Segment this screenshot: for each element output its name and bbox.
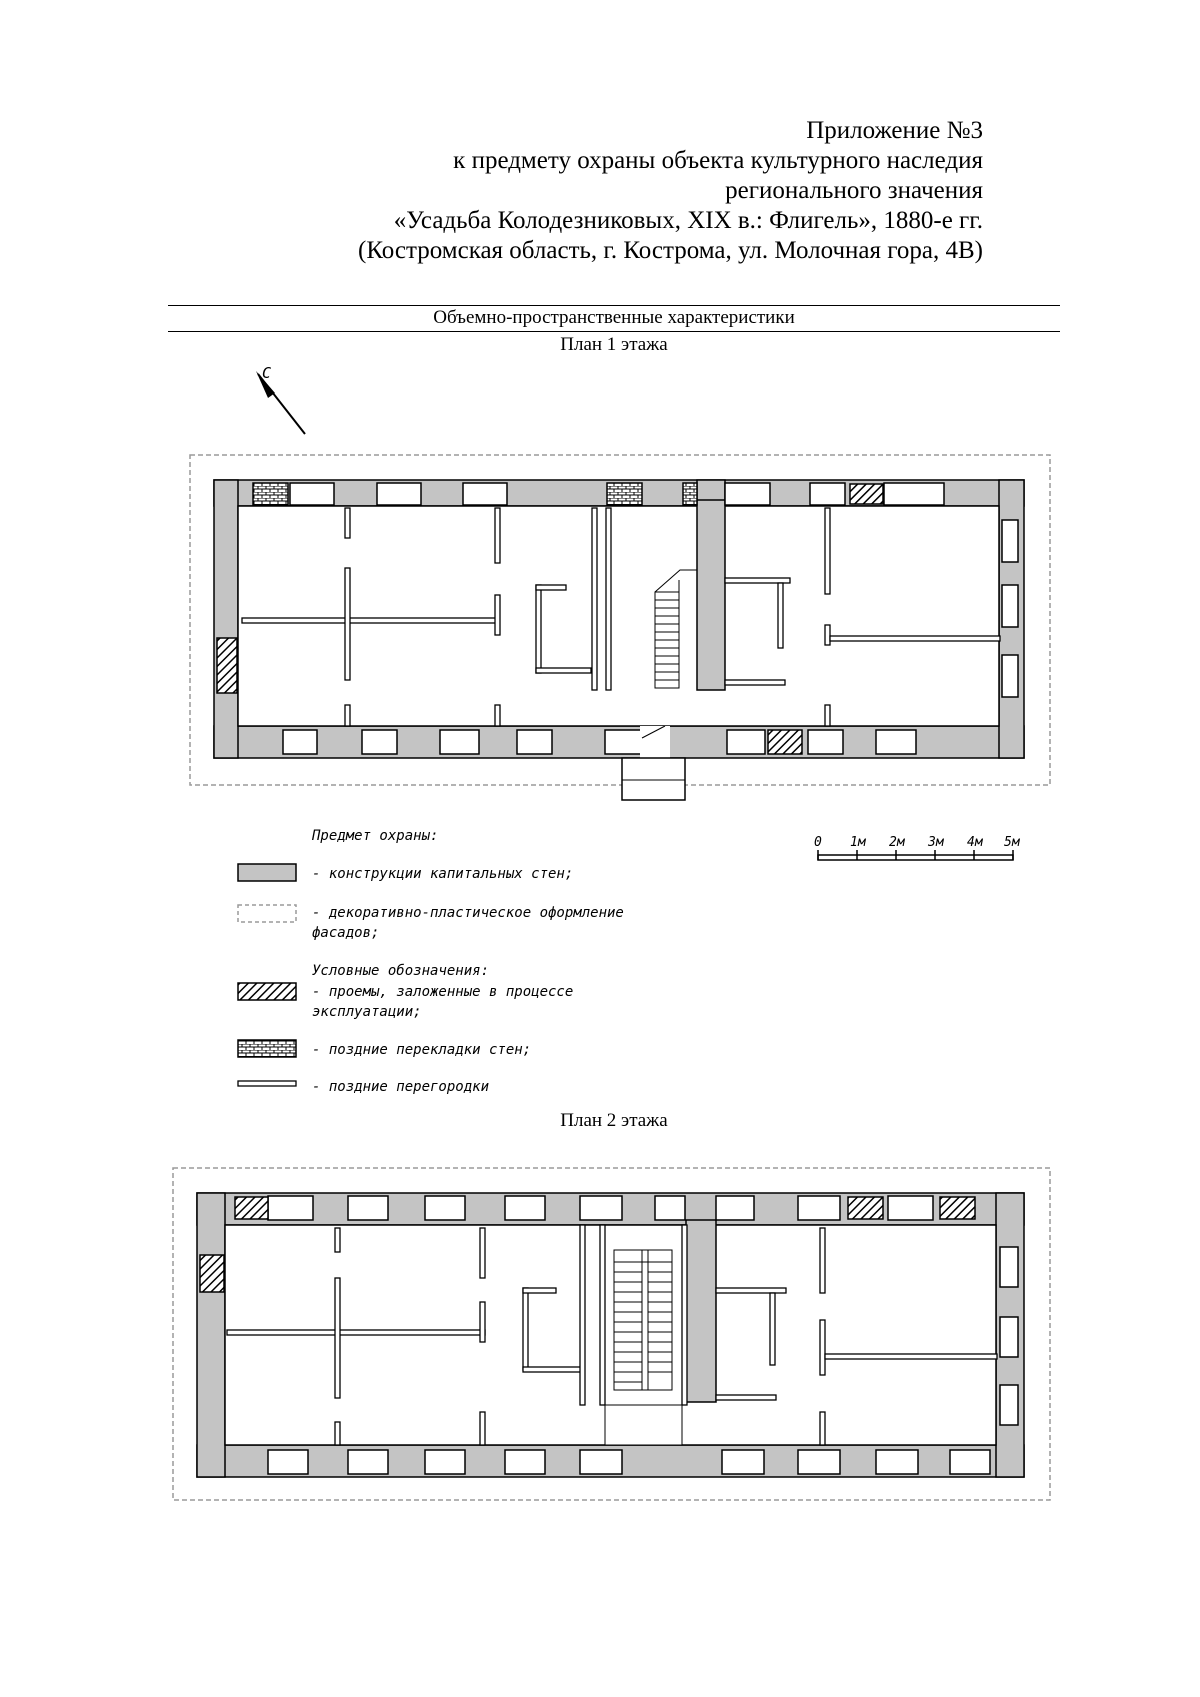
plan1-porch xyxy=(622,758,685,800)
header-line-5: (Костромская область, г. Кострома, ул. Молочная гора, 4В) xyxy=(358,237,983,264)
legend-openings-line1: - проемы, заложенные в процессе xyxy=(312,984,574,1000)
plan1-windows-right xyxy=(1002,520,1018,697)
legend-partitions-text: - поздние перегородки xyxy=(312,1079,490,1095)
scale-bar xyxy=(814,835,1021,860)
north-arrow-icon xyxy=(256,364,305,434)
legend-decor-line1: - декоративно-пластическое оформление xyxy=(312,905,624,921)
legend-openings-line2: эксплуатации; xyxy=(312,1004,422,1020)
legend-swatch-relaid xyxy=(238,1040,296,1057)
scale-label-1: 1м xyxy=(850,835,866,850)
plan2-drawing xyxy=(173,1168,1050,1500)
legend-swatch-openings xyxy=(238,983,296,1000)
plan2-staircase xyxy=(605,1250,682,1445)
legend-relaid-text: - поздние перекладки стен; xyxy=(312,1042,532,1058)
header-line-4: «Усадьба Колодезниковых, XIX в.: Флигель», 1880-е гг. xyxy=(393,207,983,234)
plan2-cross-wall xyxy=(686,1220,716,1402)
plan2-title: План 2 этажа xyxy=(560,1110,668,1131)
north-label: С xyxy=(262,364,272,382)
section-title: Объемно-пространственные характеристики xyxy=(433,307,795,328)
appendix-title: Приложение №3 xyxy=(806,117,983,144)
legend xyxy=(238,828,624,1095)
plan1-drawing xyxy=(190,364,1050,800)
legend-swatch-walls xyxy=(238,864,296,881)
scale-label-5: 5м xyxy=(1004,835,1020,850)
scale-label-4: 4м xyxy=(967,835,983,850)
plan2-windows-top xyxy=(268,1196,933,1220)
legend-heading: Предмет охраны: xyxy=(312,828,439,844)
scale-label-3: 3м xyxy=(928,835,944,850)
plan1-cross-wall xyxy=(697,500,725,690)
legend-swatch-decor xyxy=(238,905,296,922)
scale-label-0: 0 xyxy=(814,835,822,850)
header-line-3: регионального значения xyxy=(725,177,983,204)
scale-label-2: 2м xyxy=(889,835,905,850)
header-line-2: к предмету охраны объекта культурного наследия xyxy=(453,147,983,174)
legend-swatch-partitions xyxy=(238,1081,296,1086)
legend-walls-text: - конструкции капитальных стен; xyxy=(312,866,574,882)
plan1-title: План 1 этажа xyxy=(560,334,668,355)
legend-conventions-heading: Условные обозначения: xyxy=(312,963,490,979)
legend-decor-line2: фасадов; xyxy=(312,925,380,941)
plan2-windows-right xyxy=(1000,1247,1018,1425)
plan1-interior xyxy=(238,506,999,726)
